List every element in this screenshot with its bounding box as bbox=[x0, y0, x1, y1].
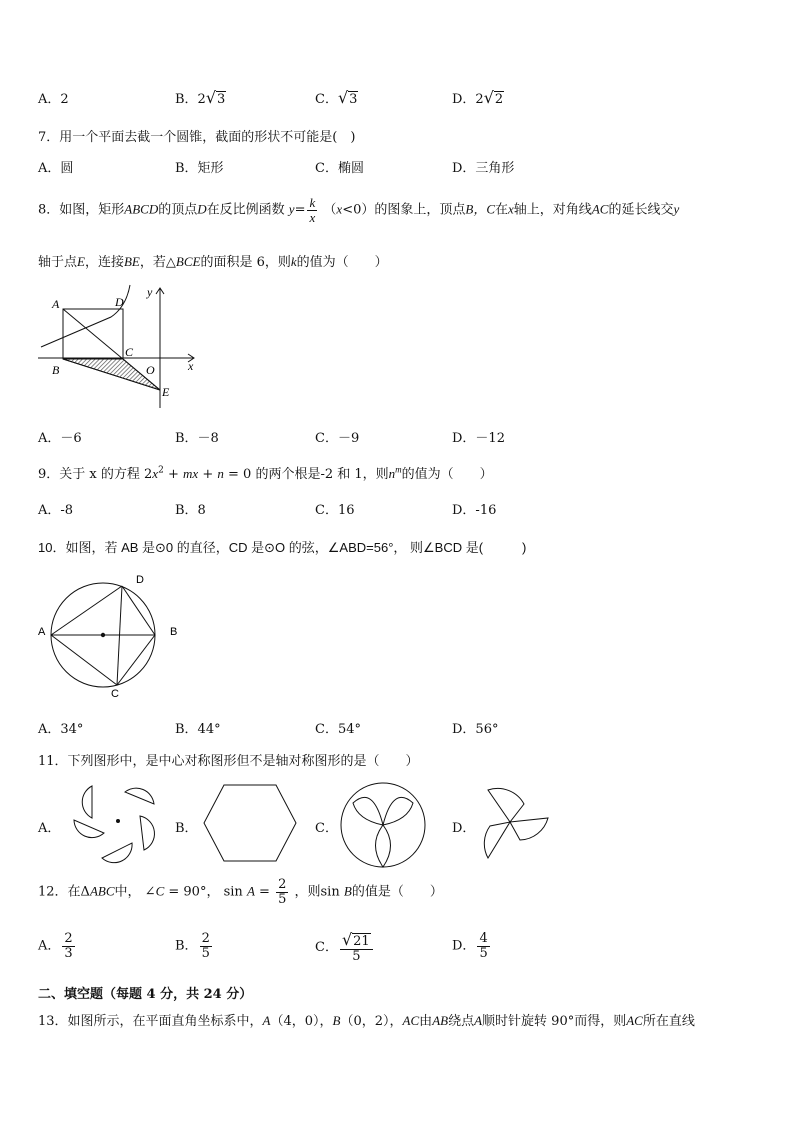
q8-label-y: y bbox=[147, 285, 153, 299]
q10-label-c: C bbox=[111, 688, 119, 700]
q9-option-a: A．-8 bbox=[38, 503, 74, 518]
q10-label-d: D bbox=[136, 574, 144, 586]
q6-option-c: C．√3 bbox=[315, 88, 358, 107]
q8-figure bbox=[36, 282, 206, 412]
q8-option-d: D．－12 bbox=[452, 431, 505, 446]
q8-label-x: x bbox=[188, 359, 194, 373]
q11-option-a-figure bbox=[68, 778, 168, 868]
q12-option-d: D． $\frac{4}{5}$ bbox=[452, 931, 488, 961]
q7-option-c: C．椭圆 bbox=[315, 161, 364, 176]
section-heading: 二、填空题（每题 4 分，共 24 分） bbox=[38, 987, 253, 1002]
q11-option-b-figure bbox=[200, 782, 300, 864]
q8-label-e: E bbox=[162, 385, 170, 399]
q10-option-b: B．44° bbox=[175, 722, 221, 737]
q9-option-b: B．8 bbox=[175, 503, 206, 518]
q12-stem: 12．在ΔABC中， ∠C = 90°， sin A = $\frac{2}{5}$ ，则sin B的值是（ ） bbox=[38, 877, 443, 907]
q9-stem: 9．关于 x 的方程 $2x^2$ + mx + n = 0 的两个根是-2 和 1，则$n^m$的值为（ ） bbox=[38, 464, 493, 482]
q9-option-d: D．-16 bbox=[452, 503, 497, 518]
q11-option-b-label: B． bbox=[175, 821, 198, 836]
q12-option-a: A． $\frac{2}{3}$ bbox=[38, 931, 73, 961]
q9-option-c: C．16 bbox=[315, 503, 355, 518]
q8-option-c: C．－9 bbox=[315, 431, 360, 446]
q10-option-c: C．54° bbox=[315, 722, 361, 737]
q7-stem: 7．用一个平面去截一个圆锥，截面的形状不可能是( ) bbox=[38, 130, 356, 145]
q8-label-o: O bbox=[146, 363, 155, 377]
q8-label-b: B bbox=[52, 363, 60, 377]
q10-label-b: B bbox=[170, 626, 178, 638]
q7-option-d: D．三角形 bbox=[452, 161, 515, 176]
q13-stem: 13．如图所示，在平面直角坐标系中，A（4，0），B（0，2），AC由AB绕点A顺时针旋转 90°而得，则AC所在直线 bbox=[38, 1013, 695, 1029]
q8-label-d: D bbox=[115, 295, 124, 309]
q10-option-a: A．34° bbox=[38, 722, 84, 737]
q6-option-a: A．2 bbox=[38, 92, 69, 107]
q10-stem: 10．如图，若 AB 是⊙0 的直径，CD 是⊙O 的弦，∠ABD=56°， 则∠BCD 是( ) bbox=[38, 540, 527, 555]
q11-option-d-label: D． bbox=[452, 821, 476, 836]
q6-option-b: B．2√3 bbox=[175, 88, 226, 107]
q8-label-a: A bbox=[52, 297, 60, 311]
q11-option-c-figure bbox=[338, 780, 428, 870]
q12-option-c: C． $\frac{√21}{5}$ bbox=[315, 932, 375, 963]
q8-stem-line2: 轴于点E，连接BE，若△BCE的面积是 6，则k的值为（ ） bbox=[38, 254, 388, 270]
q7-option-b: B．矩形 bbox=[175, 161, 224, 176]
q11-option-a-label: A． bbox=[38, 821, 61, 836]
q8-option-b: B．－8 bbox=[175, 431, 219, 446]
q10-label-a: A bbox=[38, 626, 46, 638]
q12-option-b: B． $\frac{2}{5}$ bbox=[175, 931, 210, 961]
q8-stem-line1: 8．如图，矩形ABCD的顶点D在反比例函数 y= $\frac{k}{x}$ （x<0）的图象上，顶点B，C在x轴上，对角线AC的延长线交y bbox=[38, 195, 680, 225]
q6-option-d: D．2√2 bbox=[452, 88, 504, 107]
q11-stem: 11．下列图形中，是中心对称图形但不是轴对称图形的是（ ） bbox=[38, 754, 419, 769]
q8-label-c: C bbox=[125, 345, 134, 359]
q10-option-d: D．56° bbox=[452, 722, 499, 737]
q7-option-a: A．圆 bbox=[38, 161, 74, 176]
q11-option-d-figure bbox=[480, 786, 552, 862]
q10-figure bbox=[36, 570, 186, 702]
q11-option-c-label: C． bbox=[315, 821, 338, 836]
q8-option-a: A．－6 bbox=[38, 431, 82, 446]
